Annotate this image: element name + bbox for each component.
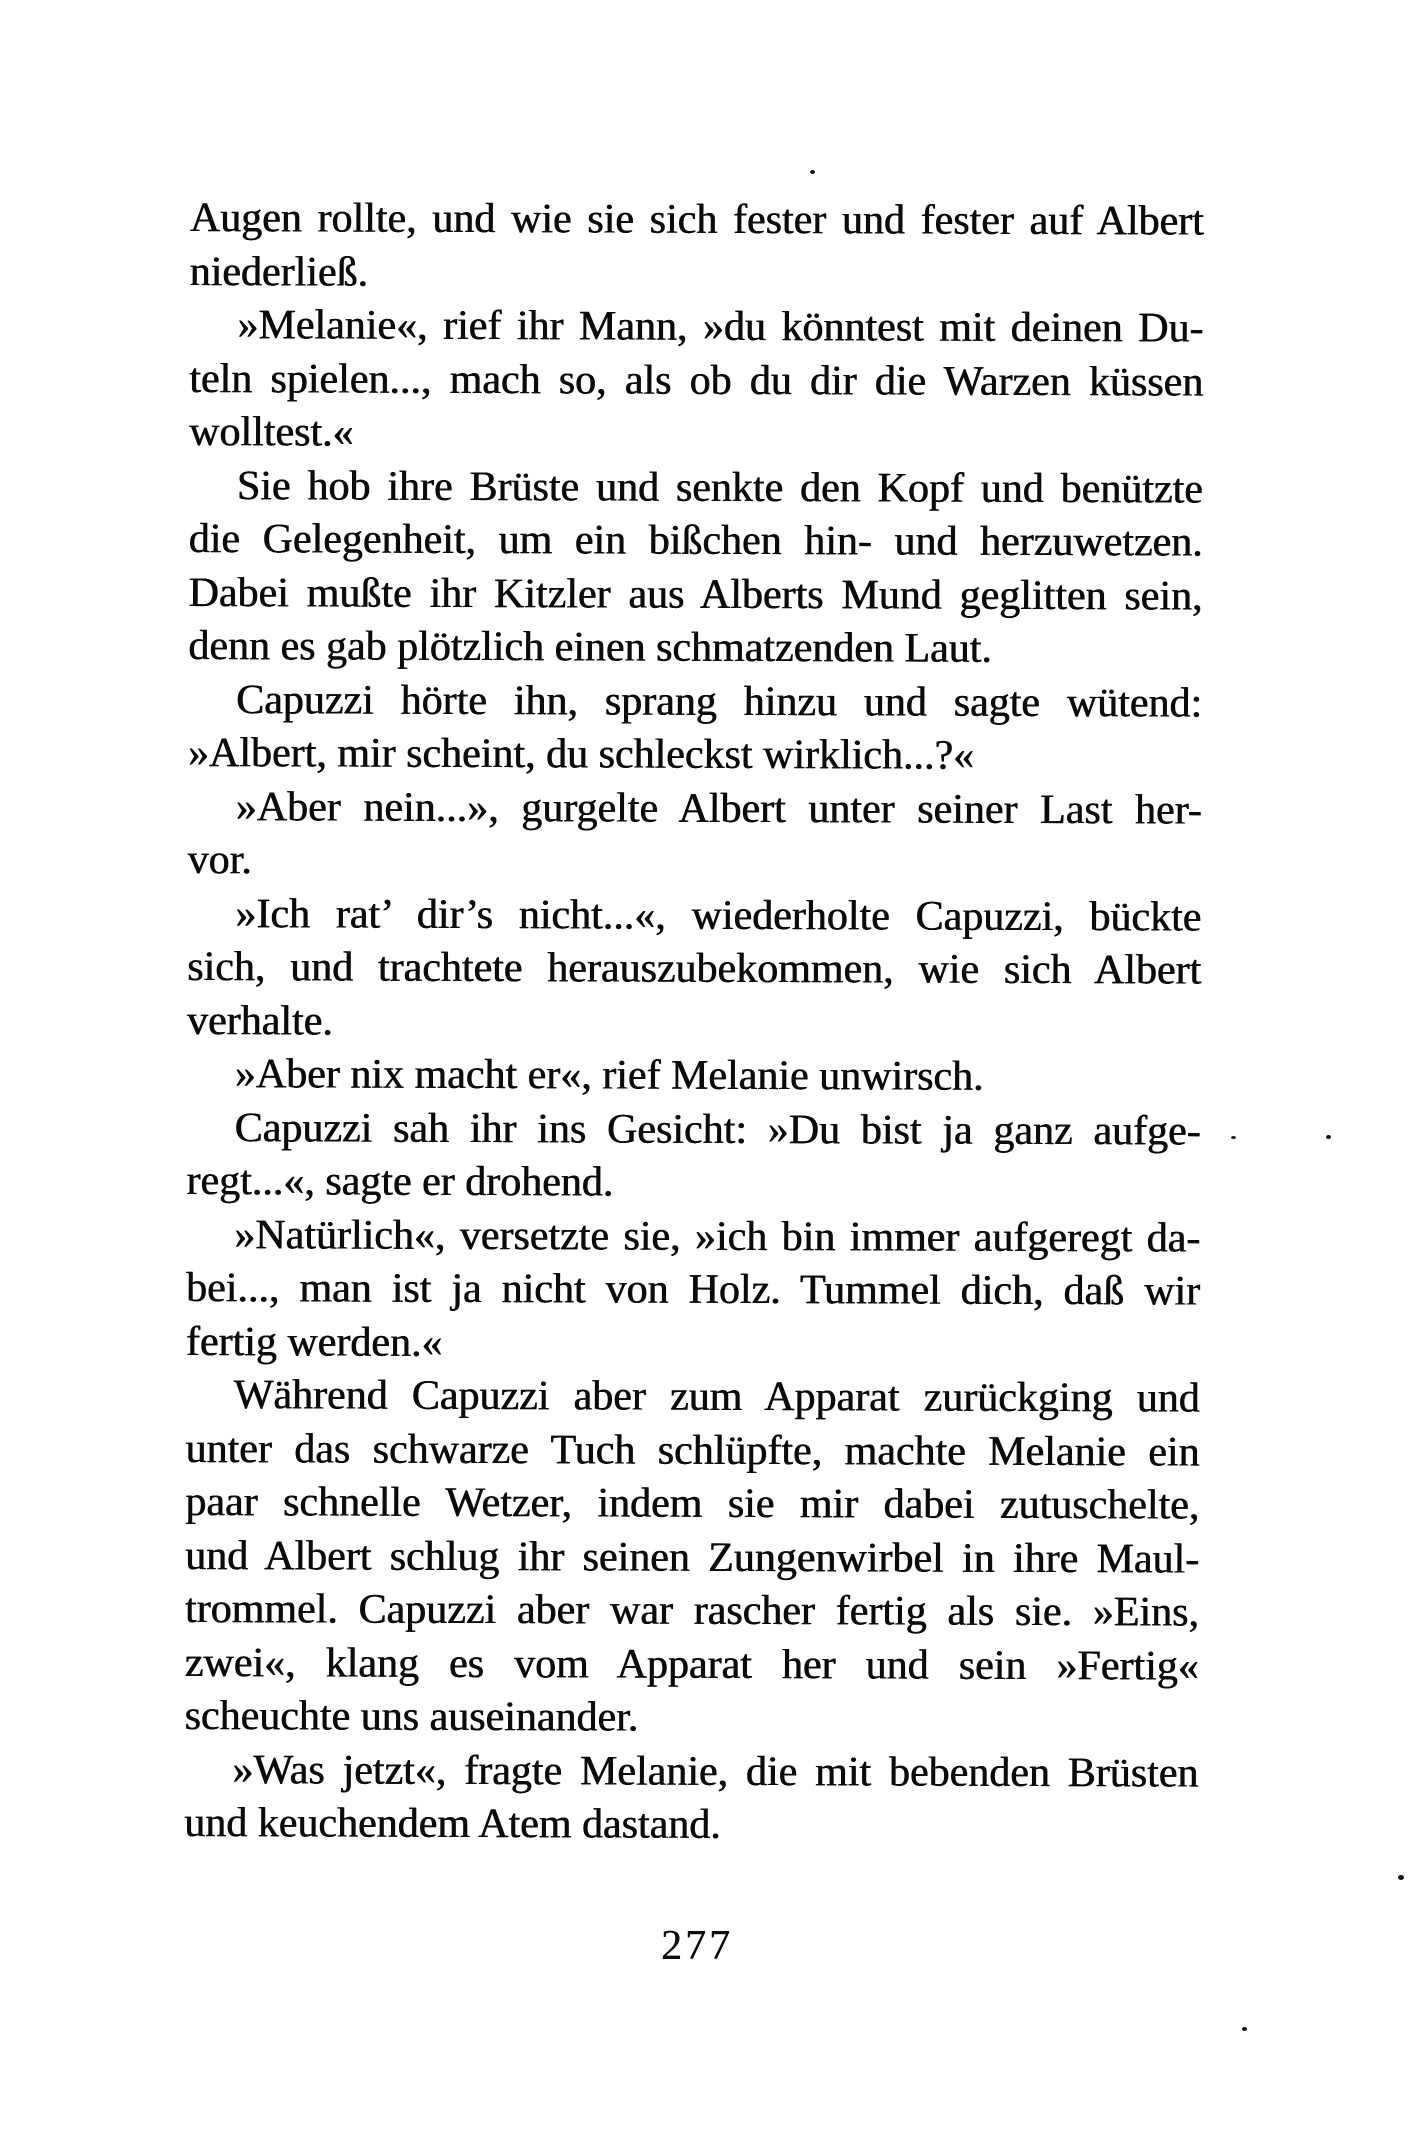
text-line: »Albert, mir scheint, du schleckst wirklich...?« [187,729,975,779]
text-line: verhalte. [187,997,333,1045]
text-line: unter das schwarze Tuch schlüpfte, machte Melanie ein [185,1425,1200,1476]
text-line: niederließ. [189,248,369,296]
scan-speck [810,170,815,174]
text-line: und keuchendem Atem dastand. [184,1799,721,1848]
scan-speck [1398,1875,1404,1880]
text-line: die Gelegenheit, um ein bißchen hin- und herzuwetzen. [188,515,1203,566]
text-line: wolltest.« [189,408,354,456]
text-line: bei..., man ist ja nicht von Holz. Tummel dich, daß wir [186,1264,1201,1315]
text-line: regt...«, sagte er drohend. [186,1157,614,1206]
text-line: fertig werden.« [185,1318,443,1366]
text-line: Während Capuzzi aber zum Apparat zurückging und [233,1372,1200,1422]
text-line: vor. [187,836,252,884]
text-line: denn es gab plötzlich einen schmatzenden Laut. [188,622,993,672]
text-line: »Natürlich«, versetzte sie, »ich bin immer aufgeregt da- [234,1211,1201,1262]
text-line: Sie hob ihre Brüste und senkte den Kopf und benützte [236,462,1204,513]
text-line: Capuzzi hörte ihn, sprang hinzu und sagte wütend: [236,676,1203,727]
text-line: »Aber nein...», gurgelte Albert unter seiner Last her- [235,783,1202,834]
scan-speck [1326,1135,1331,1139]
text-line: scheuchte uns auseinander. [184,1692,639,1741]
text-line: und Albert schlug ihr seinen Zungenwirbel in ihre Maul- [185,1532,1200,1583]
text-line: zwei«, klang es vom Apparat her und sein »Fertig« [184,1639,1199,1690]
text-line: sich, und trachtete herauszubekommen, wie sich Albert [187,943,1202,994]
text-line: »Ich rat’ dir’s nicht...«, wiederholte Capuzzi, bückte [235,890,1202,941]
text-line: »Aber nix macht er«, rief Melanie unwirsch. [234,1051,984,1100]
text-line: teln spielen..., mach so, als ob du dir die Warzen küssen [189,355,1204,406]
page-number: 277 [661,1923,733,1969]
text-line: Augen rollte, und wie sie sich fester und fester auf Albert [189,194,1204,245]
text-line: Dabei mußte ihr Kitzler aus Alberts Mund geglitten sein, [188,569,1203,620]
page-text [184,192,1204,1854]
text-line: »Was jetzt«, fragte Melanie, die mit bebenden Brüsten [232,1746,1199,1797]
scan-speck [1231,1136,1236,1139]
text-line: Capuzzi sah ihr ins Gesicht: »Du bist ja ganz aufge- [234,1104,1201,1155]
text-line: paar schnelle Wetzer, indem sie mir dabei zutuschelte, [185,1478,1200,1529]
text-line: »Melanie«, rief ihr Mann, »du könntest mit deinen Du- [237,302,1204,352]
scan-speck [1242,2027,1247,2031]
text-line: trommel. Capuzzi aber war rascher fertig als sie. »Eins, [184,1585,1200,1636]
